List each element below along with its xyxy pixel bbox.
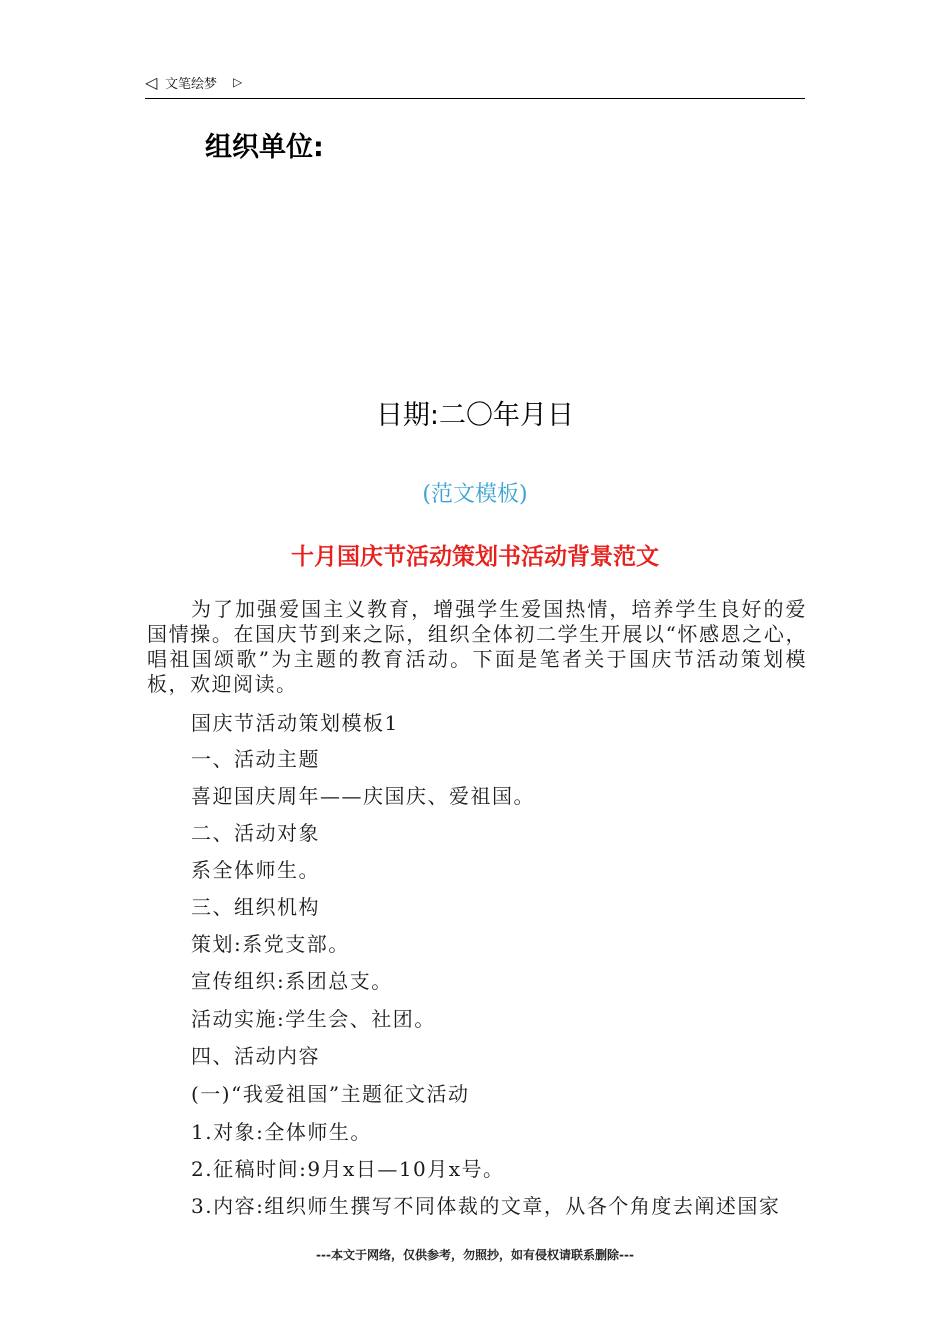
page-header [145, 72, 805, 99]
body-line-publicity: 宣传组织:系团总支。 [191, 969, 393, 993]
document-title: 十月国庆节活动策划书活动背景范文 [291, 544, 659, 570]
header-brand: 文笔绘梦 [165, 77, 218, 92]
body-line-essay-period: 2.征稿时间:9月x日—10月x号。 [191, 1157, 505, 1181]
right-triangle-icon: ▷ [233, 75, 243, 89]
body-line-theme-text: 喜迎国庆周年——庆国庆、爱祖国。 [191, 784, 535, 808]
body-line-section-audience: 二、活动对象 [191, 821, 320, 845]
body-line-section-theme: 一、活动主题 [191, 747, 320, 771]
date-label: 日期:二〇年月日 [375, 400, 575, 431]
body-line-section-content: 四、活动内容 [191, 1044, 320, 1068]
body-line-section-organization: 三、组织机构 [191, 895, 320, 919]
body-line-implementation: 活动实施:学生会、社团。 [191, 1007, 436, 1031]
body-line-essay-content: 3.内容:组织师生撰写不同体裁的文章，从各个角度去阐述国家 [191, 1194, 781, 1218]
body-line-planning: 策划:系党支部。 [191, 932, 350, 956]
page-footer-disclaimer: ---本文于网络，仅供参考，勿照抄，如有侵权请联系删除--- [316, 1248, 634, 1262]
body-line-audience-text: 系全体师生。 [191, 858, 320, 882]
template-tag: (范文模板) [422, 482, 528, 507]
intro-paragraph: 为了加强爱国主义教育，增强学生爱国热情，培养学生良好的爱国情操。在国庆节到来之际，组织全体初二学生开展以“怀感恩之心，唱祖国颂歌”为主题的教育活动。下面是笔者关于国庆节活动策划模板，欢迎阅读。 [147, 597, 807, 696]
left-triangle-icon: ◁ [145, 73, 158, 92]
body-line-template-heading: 国庆节活动策划模板1 [191, 711, 399, 735]
body-line-essay-target: 1.对象:全体师生。 [191, 1120, 372, 1144]
body-line-essay-activity: (一)“我爱祖国”主题征文活动 [191, 1082, 470, 1106]
org-unit-label: 组织单位: [205, 132, 324, 163]
